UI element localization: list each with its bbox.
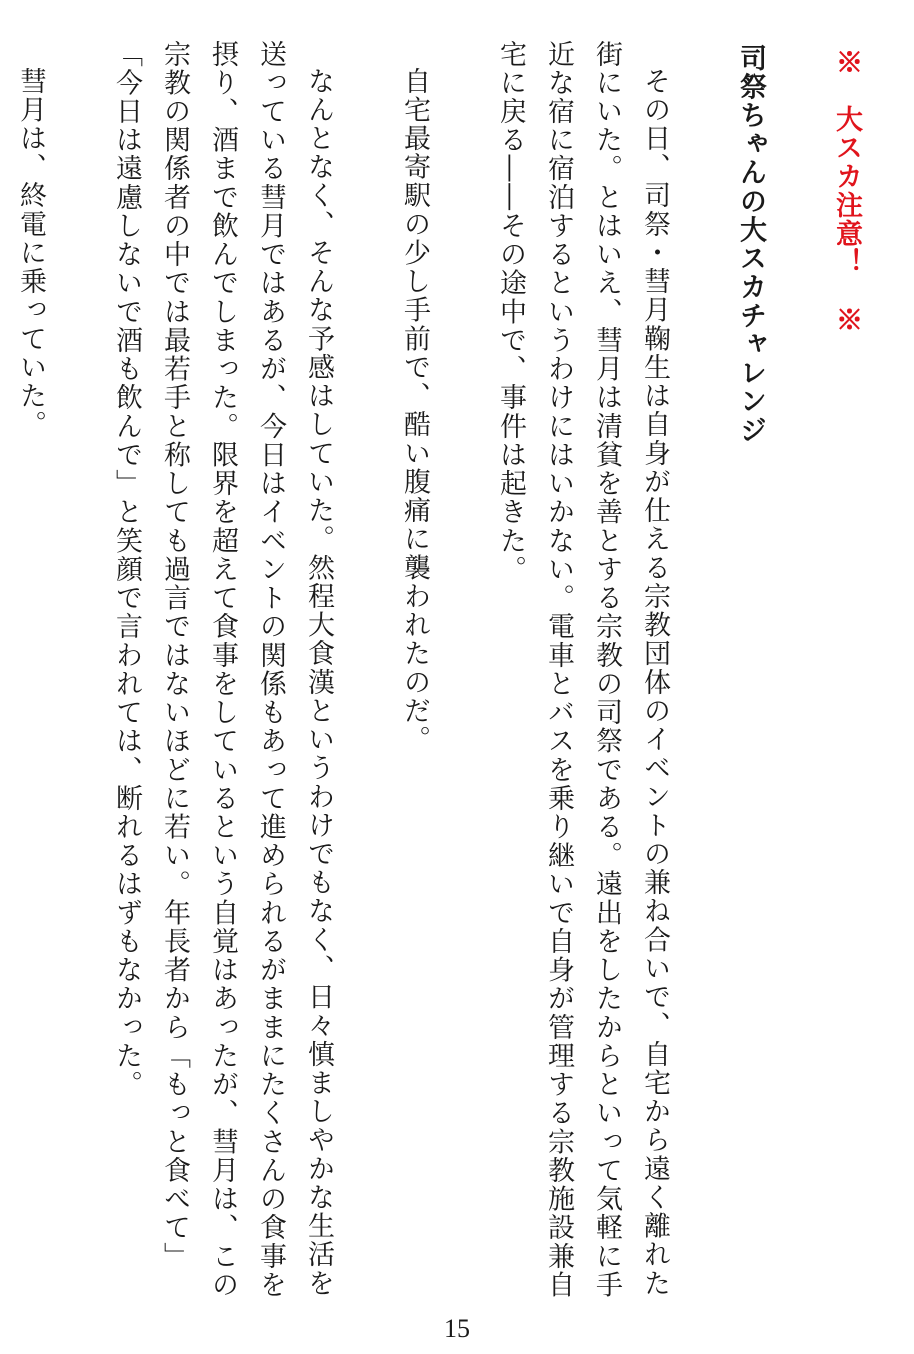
paragraph: その日、司祭・彗月鞠生は自身が仕える宗教団体のイベントの兼ね合いで、自宅から遠く離れた街にいた。とはいえ、彗月は清貧を善とする宗教の司祭である。遠出をしたからといって気軽に手近な宿に宿泊するというわけにはいかない。電車とバスを乗り継いで自身が管理する宗教施設兼自宅に戻る――その途中で、事件は起きた。	[495, 40, 670, 1300]
content-warning: ※ 大スカ注意！ ※	[831, 48, 862, 335]
blank-line	[678, 40, 726, 1300]
paragraph: 彗月は、終電に乗っていた。	[15, 67, 46, 440]
blank-line	[54, 40, 102, 1300]
page-number: 15	[444, 1314, 470, 1343]
chapter-title: 司祭ちゃんの大スカチャレンジ	[735, 44, 766, 445]
blank-line	[774, 40, 822, 1300]
vertical-text-body	[15, 40, 870, 1300]
paragraph: なんとなく、そんな予感はしていた。然程大食漢というわけでもなく、日々慎ましやかな生活を送っている彗月ではあるが、今日はイベントの関係もあって進められるがままにたくさんの食事を摂り、酒まで飲んでしまった。限界を超えて食事をしているという自覚はあったが、彗月は、この宗教の関係者の中では最若手と称しても過言ではないほどに若い。年長者から「もっと食べて」「今日は遠慮しないで酒も飲んで」と笑顔で言われては、断れるはずもなかった。	[111, 40, 334, 1300]
blank-line	[342, 40, 390, 1300]
paragraph: 自宅最寄駅の少し手前で、酷い腹痛に襲われたのだ。	[399, 67, 430, 754]
blank-line	[438, 40, 486, 1300]
